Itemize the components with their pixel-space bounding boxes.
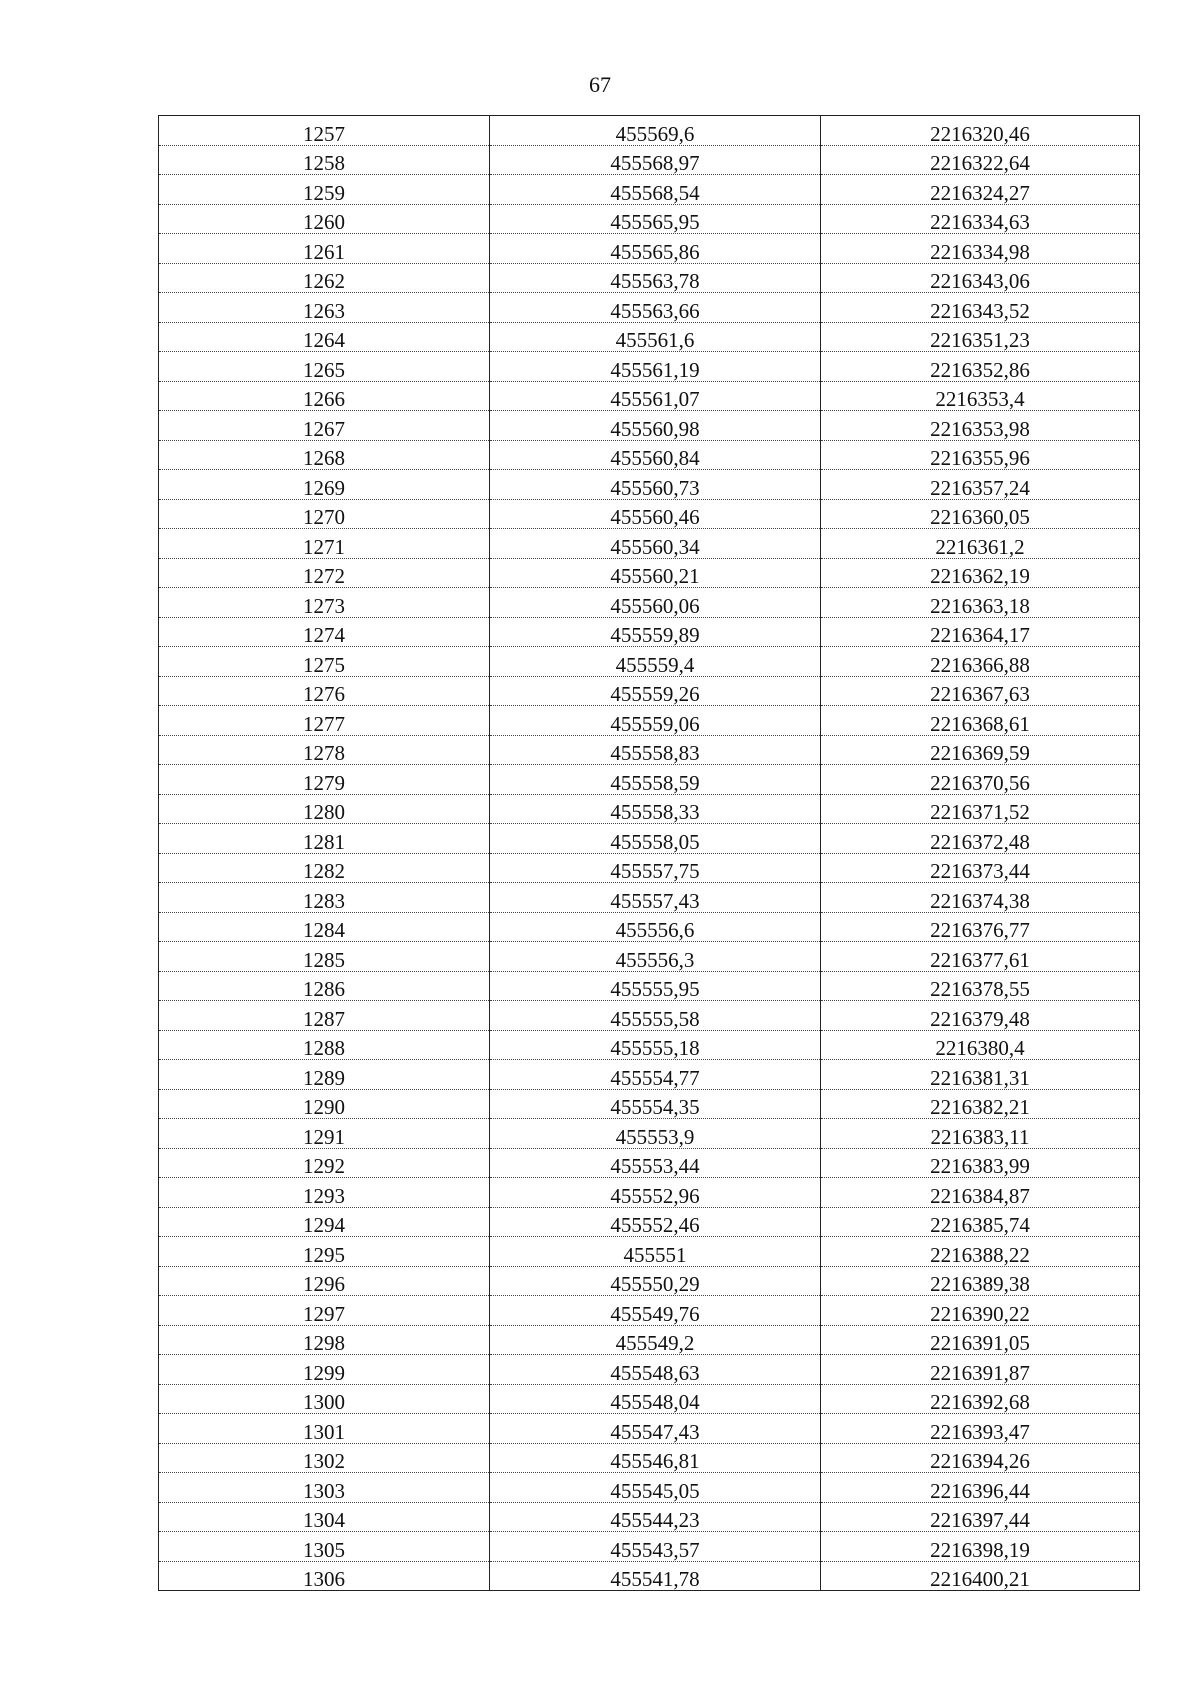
table-row xyxy=(159,1502,1140,1532)
y-coordinate-cell: 2216343,06 xyxy=(821,263,1140,293)
y-coordinate-cell: 2216322,64 xyxy=(821,145,1140,175)
x-coordinate-cell: 455551 xyxy=(490,1237,821,1267)
x-coordinate-cell: 455548,63 xyxy=(490,1355,821,1385)
y-coordinate-cell: 2216361,2 xyxy=(821,529,1140,559)
y-coordinate-cell: 2216360,05 xyxy=(821,499,1140,529)
y-coordinate-cell: 2216320,46 xyxy=(821,116,1140,146)
y-coordinate-cell: 2216391,87 xyxy=(821,1355,1140,1385)
table-row xyxy=(159,558,1140,588)
point-number-cell: 1257 xyxy=(159,116,490,146)
point-number-cell: 1279 xyxy=(159,765,490,795)
point-number-cell: 1300 xyxy=(159,1384,490,1414)
x-coordinate-cell: 455546,81 xyxy=(490,1443,821,1473)
y-coordinate-cell: 2216381,31 xyxy=(821,1060,1140,1090)
point-number-cell: 1286 xyxy=(159,971,490,1001)
x-coordinate-cell: 455553,9 xyxy=(490,1119,821,1149)
x-coordinate-cell: 455543,57 xyxy=(490,1532,821,1562)
y-coordinate-cell: 2216393,47 xyxy=(821,1414,1140,1444)
point-number-cell: 1291 xyxy=(159,1119,490,1149)
table-row xyxy=(159,411,1140,441)
y-coordinate-cell: 2216388,22 xyxy=(821,1237,1140,1267)
point-number-cell: 1298 xyxy=(159,1325,490,1355)
table-row xyxy=(159,912,1140,942)
table-row xyxy=(159,853,1140,883)
table-row xyxy=(159,440,1140,470)
table-row xyxy=(159,1355,1140,1385)
y-coordinate-cell: 2216324,27 xyxy=(821,175,1140,205)
point-number-cell: 1289 xyxy=(159,1060,490,1090)
point-number-cell: 1290 xyxy=(159,1089,490,1119)
y-coordinate-cell: 2216334,63 xyxy=(821,204,1140,234)
table-row xyxy=(159,1532,1140,1562)
table-row xyxy=(159,116,1140,146)
x-coordinate-cell: 455558,05 xyxy=(490,824,821,854)
x-coordinate-cell: 455563,66 xyxy=(490,293,821,323)
y-coordinate-cell: 2216397,44 xyxy=(821,1502,1140,1532)
y-coordinate-cell: 2216353,4 xyxy=(821,381,1140,411)
x-coordinate-cell: 455555,58 xyxy=(490,1001,821,1031)
y-coordinate-cell: 2216377,61 xyxy=(821,942,1140,972)
y-coordinate-cell: 2216379,48 xyxy=(821,1001,1140,1031)
point-number-cell: 1292 xyxy=(159,1148,490,1178)
y-coordinate-cell: 2216334,98 xyxy=(821,234,1140,264)
point-number-cell: 1297 xyxy=(159,1296,490,1326)
y-coordinate-cell: 2216371,52 xyxy=(821,794,1140,824)
y-coordinate-cell: 2216374,38 xyxy=(821,883,1140,913)
x-coordinate-cell: 455569,6 xyxy=(490,116,821,146)
x-coordinate-cell: 455565,95 xyxy=(490,204,821,234)
table-row xyxy=(159,1030,1140,1060)
y-coordinate-cell: 2216353,98 xyxy=(821,411,1140,441)
table-row xyxy=(159,824,1140,854)
x-coordinate-cell: 455557,75 xyxy=(490,853,821,883)
y-coordinate-cell: 2216389,38 xyxy=(821,1266,1140,1296)
x-coordinate-cell: 455559,89 xyxy=(490,617,821,647)
table-row xyxy=(159,765,1140,795)
table-row xyxy=(159,735,1140,765)
table-row xyxy=(159,1296,1140,1326)
point-number-cell: 1282 xyxy=(159,853,490,883)
y-coordinate-cell: 2216380,4 xyxy=(821,1030,1140,1060)
y-coordinate-cell: 2216391,05 xyxy=(821,1325,1140,1355)
point-number-cell: 1258 xyxy=(159,145,490,175)
x-coordinate-cell: 455557,43 xyxy=(490,883,821,913)
point-number-cell: 1303 xyxy=(159,1473,490,1503)
point-number-cell: 1260 xyxy=(159,204,490,234)
point-number-cell: 1299 xyxy=(159,1355,490,1385)
point-number-cell: 1276 xyxy=(159,676,490,706)
x-coordinate-cell: 455558,83 xyxy=(490,735,821,765)
table-row xyxy=(159,293,1140,323)
point-number-cell: 1265 xyxy=(159,352,490,382)
y-coordinate-cell: 2216370,56 xyxy=(821,765,1140,795)
x-coordinate-cell: 455560,84 xyxy=(490,440,821,470)
point-number-cell: 1306 xyxy=(159,1561,490,1591)
y-coordinate-cell: 2216355,96 xyxy=(821,440,1140,470)
point-number-cell: 1271 xyxy=(159,529,490,559)
point-number-cell: 1305 xyxy=(159,1532,490,1562)
y-coordinate-cell: 2216390,22 xyxy=(821,1296,1140,1326)
point-number-cell: 1275 xyxy=(159,647,490,677)
point-number-cell: 1285 xyxy=(159,942,490,972)
table-row xyxy=(159,676,1140,706)
x-coordinate-cell: 455556,3 xyxy=(490,942,821,972)
table-row xyxy=(159,1207,1140,1237)
point-number-cell: 1262 xyxy=(159,263,490,293)
x-coordinate-cell: 455559,06 xyxy=(490,706,821,736)
point-number-cell: 1284 xyxy=(159,912,490,942)
point-number-cell: 1296 xyxy=(159,1266,490,1296)
table-row xyxy=(159,706,1140,736)
x-coordinate-cell: 455561,6 xyxy=(490,322,821,352)
point-number-cell: 1293 xyxy=(159,1178,490,1208)
x-coordinate-cell: 455561,07 xyxy=(490,381,821,411)
table-row xyxy=(159,1325,1140,1355)
table-row xyxy=(159,499,1140,529)
x-coordinate-cell: 455544,23 xyxy=(490,1502,821,1532)
table-row xyxy=(159,1266,1140,1296)
y-coordinate-cell: 2216400,21 xyxy=(821,1561,1140,1591)
point-number-cell: 1264 xyxy=(159,322,490,352)
x-coordinate-cell: 455553,44 xyxy=(490,1148,821,1178)
point-number-cell: 1272 xyxy=(159,558,490,588)
point-number-cell: 1270 xyxy=(159,499,490,529)
point-number-cell: 1274 xyxy=(159,617,490,647)
table-row xyxy=(159,1119,1140,1149)
point-number-cell: 1288 xyxy=(159,1030,490,1060)
table-row xyxy=(159,1237,1140,1267)
y-coordinate-cell: 2216357,24 xyxy=(821,470,1140,500)
table-row xyxy=(159,942,1140,972)
x-coordinate-cell: 455559,4 xyxy=(490,647,821,677)
table-row xyxy=(159,352,1140,382)
table-row xyxy=(159,588,1140,618)
y-coordinate-cell: 2216384,87 xyxy=(821,1178,1140,1208)
point-number-cell: 1281 xyxy=(159,824,490,854)
x-coordinate-cell: 455560,21 xyxy=(490,558,821,588)
x-coordinate-cell: 455554,35 xyxy=(490,1089,821,1119)
coordinates-table xyxy=(158,115,1140,1591)
x-coordinate-cell: 455555,18 xyxy=(490,1030,821,1060)
y-coordinate-cell: 2216376,77 xyxy=(821,912,1140,942)
y-coordinate-cell: 2216362,19 xyxy=(821,558,1140,588)
table-row xyxy=(159,322,1140,352)
x-coordinate-cell: 455568,97 xyxy=(490,145,821,175)
point-number-cell: 1278 xyxy=(159,735,490,765)
y-coordinate-cell: 2216363,18 xyxy=(821,588,1140,618)
x-coordinate-cell: 455563,78 xyxy=(490,263,821,293)
y-coordinate-cell: 2216392,68 xyxy=(821,1384,1140,1414)
table-row xyxy=(159,1384,1140,1414)
point-number-cell: 1295 xyxy=(159,1237,490,1267)
point-number-cell: 1283 xyxy=(159,883,490,913)
table-row xyxy=(159,175,1140,205)
point-number-cell: 1267 xyxy=(159,411,490,441)
point-number-cell: 1301 xyxy=(159,1414,490,1444)
x-coordinate-cell: 455548,04 xyxy=(490,1384,821,1414)
x-coordinate-cell: 455558,59 xyxy=(490,765,821,795)
y-coordinate-cell: 2216364,17 xyxy=(821,617,1140,647)
y-coordinate-cell: 2216372,48 xyxy=(821,824,1140,854)
coordinates-table-body xyxy=(159,116,1140,1591)
x-coordinate-cell: 455547,43 xyxy=(490,1414,821,1444)
point-number-cell: 1280 xyxy=(159,794,490,824)
table-row xyxy=(159,1178,1140,1208)
point-number-cell: 1261 xyxy=(159,234,490,264)
table-row xyxy=(159,204,1140,234)
point-number-cell: 1268 xyxy=(159,440,490,470)
y-coordinate-cell: 2216367,63 xyxy=(821,676,1140,706)
y-coordinate-cell: 2216343,52 xyxy=(821,293,1140,323)
table-row xyxy=(159,1060,1140,1090)
page-number: 67 xyxy=(589,72,611,97)
table-row xyxy=(159,1473,1140,1503)
table-row xyxy=(159,381,1140,411)
point-number-cell: 1266 xyxy=(159,381,490,411)
y-coordinate-cell: 2216366,88 xyxy=(821,647,1140,677)
x-coordinate-cell: 455555,95 xyxy=(490,971,821,1001)
x-coordinate-cell: 455552,46 xyxy=(490,1207,821,1237)
table-row xyxy=(159,647,1140,677)
y-coordinate-cell: 2216352,86 xyxy=(821,352,1140,382)
table-row xyxy=(159,1561,1140,1591)
y-coordinate-cell: 2216382,21 xyxy=(821,1089,1140,1119)
y-coordinate-cell: 2216383,99 xyxy=(821,1148,1140,1178)
table-row xyxy=(159,1001,1140,1031)
table-row xyxy=(159,1089,1140,1119)
x-coordinate-cell: 455554,77 xyxy=(490,1060,821,1090)
point-number-cell: 1304 xyxy=(159,1502,490,1532)
table-row xyxy=(159,234,1140,264)
y-coordinate-cell: 2216383,11 xyxy=(821,1119,1140,1149)
table-row xyxy=(159,617,1140,647)
x-coordinate-cell: 455556,6 xyxy=(490,912,821,942)
x-coordinate-cell: 455565,86 xyxy=(490,234,821,264)
x-coordinate-cell: 455560,73 xyxy=(490,470,821,500)
x-coordinate-cell: 455545,05 xyxy=(490,1473,821,1503)
point-number-cell: 1263 xyxy=(159,293,490,323)
table-row xyxy=(159,794,1140,824)
y-coordinate-cell: 2216373,44 xyxy=(821,853,1140,883)
y-coordinate-cell: 2216396,44 xyxy=(821,1473,1140,1503)
table-row xyxy=(159,883,1140,913)
x-coordinate-cell: 455560,46 xyxy=(490,499,821,529)
point-number-cell: 1294 xyxy=(159,1207,490,1237)
y-coordinate-cell: 2216394,26 xyxy=(821,1443,1140,1473)
table-row xyxy=(159,145,1140,175)
x-coordinate-cell: 455558,33 xyxy=(490,794,821,824)
point-number-cell: 1277 xyxy=(159,706,490,736)
y-coordinate-cell: 2216385,74 xyxy=(821,1207,1140,1237)
table-row xyxy=(159,971,1140,1001)
x-coordinate-cell: 455552,96 xyxy=(490,1178,821,1208)
x-coordinate-cell: 455568,54 xyxy=(490,175,821,205)
y-coordinate-cell: 2216398,19 xyxy=(821,1532,1140,1562)
y-coordinate-cell: 2216368,61 xyxy=(821,706,1140,736)
y-coordinate-cell: 2216378,55 xyxy=(821,971,1140,1001)
point-number-cell: 1269 xyxy=(159,470,490,500)
x-coordinate-cell: 455560,06 xyxy=(490,588,821,618)
table-row xyxy=(159,470,1140,500)
point-number-cell: 1273 xyxy=(159,588,490,618)
table-row xyxy=(159,1414,1140,1444)
table-row xyxy=(159,529,1140,559)
point-number-cell: 1259 xyxy=(159,175,490,205)
x-coordinate-cell: 455561,19 xyxy=(490,352,821,382)
x-coordinate-cell: 455541,78 xyxy=(490,1561,821,1591)
table-row xyxy=(159,263,1140,293)
y-coordinate-cell: 2216351,23 xyxy=(821,322,1140,352)
table-row xyxy=(159,1443,1140,1473)
x-coordinate-cell: 455560,98 xyxy=(490,411,821,441)
x-coordinate-cell: 455559,26 xyxy=(490,676,821,706)
point-number-cell: 1287 xyxy=(159,1001,490,1031)
x-coordinate-cell: 455549,76 xyxy=(490,1296,821,1326)
point-number-cell: 1302 xyxy=(159,1443,490,1473)
x-coordinate-cell: 455549,2 xyxy=(490,1325,821,1355)
x-coordinate-cell: 455550,29 xyxy=(490,1266,821,1296)
table-row xyxy=(159,1148,1140,1178)
y-coordinate-cell: 2216369,59 xyxy=(821,735,1140,765)
x-coordinate-cell: 455560,34 xyxy=(490,529,821,559)
